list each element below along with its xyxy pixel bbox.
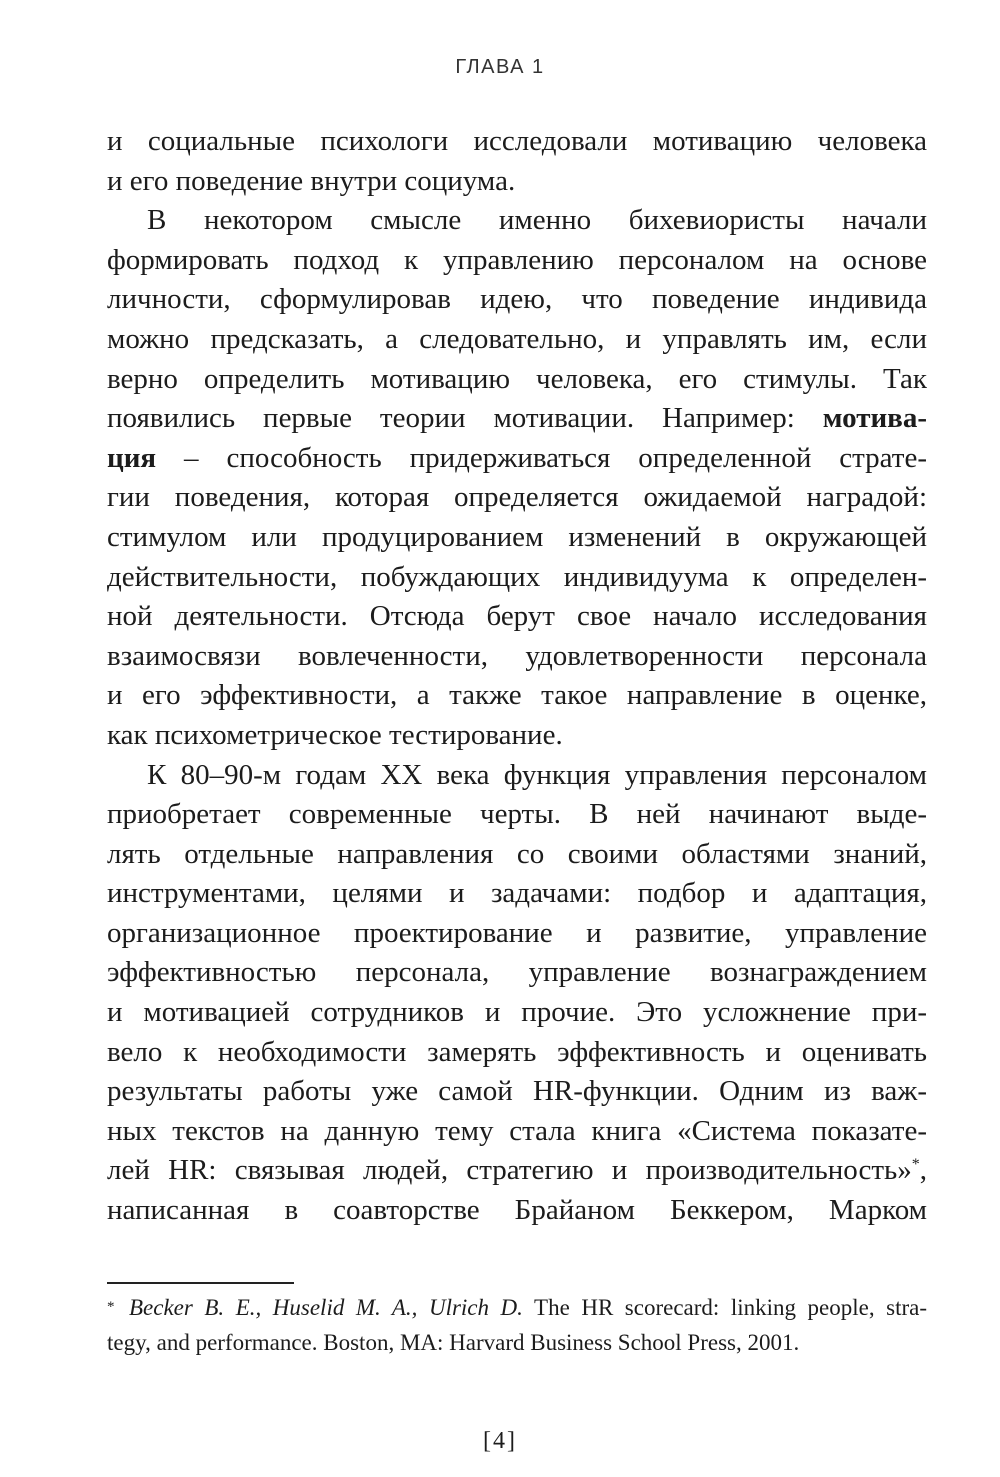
text-line xyxy=(107,1191,927,1231)
text-span: написанная в соавторстве Брайаном Беккером, Марком xyxy=(107,1194,927,1227)
bold-term: мотива- xyxy=(822,402,927,435)
footnote-line xyxy=(107,1290,927,1325)
text-span: инструментами, целями и задачами: подбор и адаптация, xyxy=(107,877,927,910)
text-span: ных текстов на данную тему стала книга «Система показате- xyxy=(107,1114,927,1147)
text-span: К 80–90-м годам XX века функция управления персоналом xyxy=(147,758,927,791)
text-span: результаты работы уже самой HR-функции. Одним из важ- xyxy=(107,1075,927,1108)
footnote-divider xyxy=(107,1282,294,1284)
text-line xyxy=(107,597,927,637)
text-span: , xyxy=(919,1154,927,1187)
text-span: и его эффективности, а также такое направление в оценке, xyxy=(107,679,927,712)
text-span: и мотивацией сотрудников и прочие. Это усложнение при- xyxy=(107,996,927,1029)
text-span: личности, сформулировав идею, что поведение индивида xyxy=(107,283,927,316)
footnote-ref: * xyxy=(911,1156,920,1174)
text-span: гии поведения, которая определяется ожидаемой наградой: xyxy=(107,481,927,514)
page-number: [4] xyxy=(483,1428,517,1454)
text-span: – способность придерживаться определенной страте- xyxy=(156,441,927,474)
text-line xyxy=(107,241,927,281)
text-line xyxy=(107,795,927,835)
text-line xyxy=(107,518,927,558)
text-span: лей HR: связывая людей, стратегию и производительность» xyxy=(107,1154,912,1187)
footnote-title: The HR scorecard: linking people, stra- xyxy=(522,1295,927,1320)
text-span: вело к необходимости замерять эффективность и оценивать xyxy=(107,1035,927,1068)
text-span: стимулом или продуцированием изменений в окружающей xyxy=(107,520,927,553)
text-span: можно предсказать, а следовательно, и управлять им, если xyxy=(107,322,927,355)
text-line xyxy=(107,716,927,756)
text-span: взаимосвязи вовлеченности, удовлетворенности персонала xyxy=(107,639,927,672)
text-line xyxy=(107,676,927,716)
footnote-authors: Becker B. E., Huselid M. A., Ulrich D. xyxy=(129,1295,523,1320)
text-span: появились первые теории мотивации. Например: xyxy=(107,402,823,435)
footnote-line: tegy, and performance. Boston, MA: Harvard Business School Press, 2001. xyxy=(107,1330,800,1355)
text-line xyxy=(107,320,927,360)
text-line xyxy=(107,874,927,914)
text-line xyxy=(107,478,927,518)
text-span: приобретает современные черты. В ней начинают выде- xyxy=(107,798,927,831)
text-line xyxy=(107,1151,927,1191)
text-line xyxy=(107,360,927,400)
text-line xyxy=(107,201,927,241)
text-span: В некотором смысле именно бихевиористы начали xyxy=(147,204,927,237)
text-line xyxy=(107,1072,927,1112)
footnote-marker: * xyxy=(107,1299,115,1315)
text-span: эффективностью персонала, управление вознаграждением xyxy=(107,956,927,989)
text-line xyxy=(107,1112,927,1152)
text-line xyxy=(107,558,927,598)
text-line xyxy=(107,280,927,320)
text-span: как психометрическое тестирование. xyxy=(107,718,563,751)
footnote xyxy=(107,1290,927,1360)
text-line xyxy=(107,399,927,439)
text-span: и социальные психологи исследовали мотивацию человека xyxy=(107,125,927,157)
text-span: и его поведение внутри социума. xyxy=(107,164,516,197)
text-line xyxy=(107,993,927,1033)
text-line xyxy=(107,914,927,954)
text-line xyxy=(107,953,927,993)
chapter-header: ГЛАВА 1 xyxy=(455,56,545,78)
text-span: лять отдельные направления со своими областями знаний, xyxy=(107,837,927,870)
text-span: верно определить мотивацию человека, его стимулы. Так xyxy=(107,362,927,395)
text-line xyxy=(107,835,927,875)
text-span: формировать подход к управлению персоналом на основе xyxy=(107,243,927,276)
text-span: ной деятельности. Отсюда берут свое начало исследования xyxy=(107,600,927,633)
text-line xyxy=(107,1033,927,1073)
body-text xyxy=(107,122,927,1231)
text-line xyxy=(107,439,927,479)
text-line xyxy=(107,756,927,796)
text-line xyxy=(107,162,927,202)
text-span: действительности, побуждающих индивидуума к определен- xyxy=(107,560,927,593)
text-span: организационное проектирование и развитие, управление xyxy=(107,916,927,949)
text-line xyxy=(107,637,927,677)
bold-term: ция xyxy=(107,441,157,474)
text-line xyxy=(107,122,927,162)
